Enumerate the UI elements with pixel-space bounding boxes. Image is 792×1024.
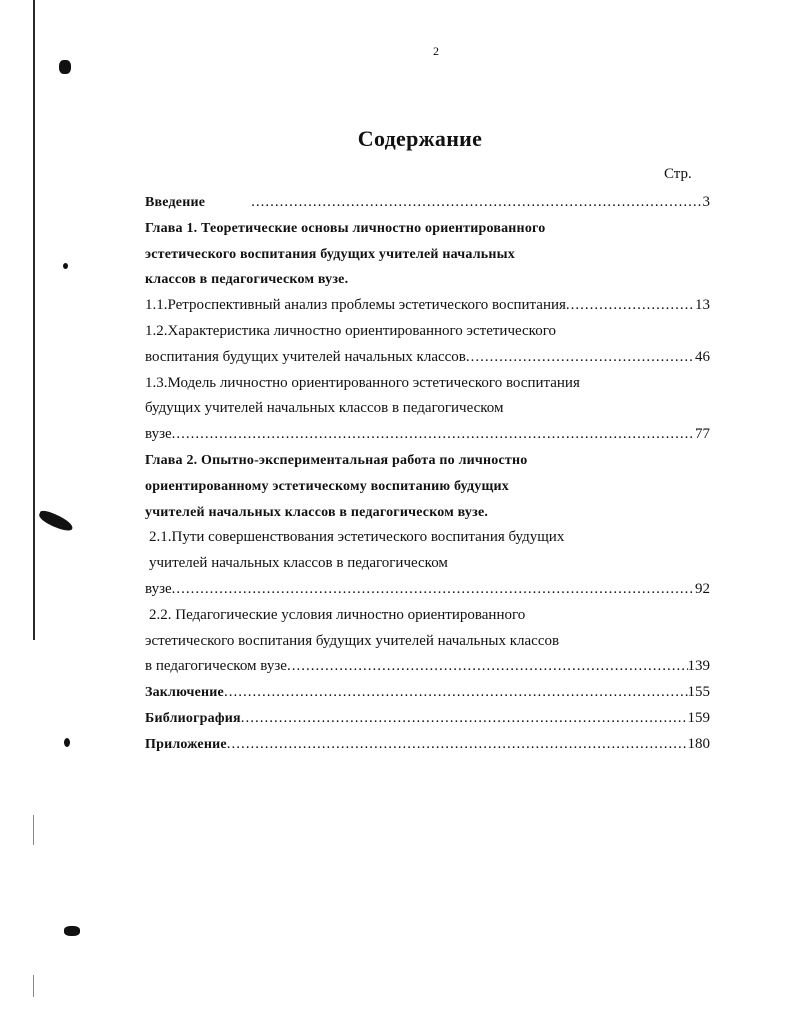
toc-leader-dots bbox=[566, 293, 695, 319]
page-number: 2 bbox=[433, 44, 439, 58]
toc-entry-label: учителей начальных классов в педагогическом bbox=[149, 555, 448, 572]
table-of-contents bbox=[145, 190, 710, 758]
toc-leader-dots bbox=[466, 345, 695, 371]
scan-edge-line-lower bbox=[33, 815, 34, 845]
toc-entry-label: эстетического воспитания будущих учителей начальных классов bbox=[145, 632, 560, 649]
toc-entry-label: вузе bbox=[145, 580, 172, 597]
toc-entry-conclusion bbox=[145, 680, 710, 706]
toc-leader-dots bbox=[172, 577, 695, 603]
toc-entry-appendix bbox=[145, 732, 710, 758]
toc-entry-intro bbox=[145, 190, 710, 216]
toc-leader-dots bbox=[287, 654, 688, 680]
toc-entry-2-1 bbox=[145, 577, 710, 603]
toc-entry-label: 2.2. Педагогические условия личностно ориентированного bbox=[149, 606, 526, 623]
toc-entry-1-3 bbox=[145, 422, 710, 448]
toc-chapter-heading: Глава 2. Опытно-экспериментальная работа по личностно bbox=[145, 452, 528, 468]
toc-entry-label: в педагогическом вузе bbox=[145, 658, 287, 675]
toc-page-number: 180 bbox=[687, 735, 710, 752]
toc-page-number: 77 bbox=[695, 426, 710, 443]
toc-chapter-heading: учителей начальных классов в педагогическом вузе. bbox=[145, 504, 489, 520]
toc-entry-2-2 bbox=[145, 654, 710, 680]
toc-chapter-heading: классов в педагогическом вузе. bbox=[145, 272, 349, 288]
toc-page-number: 139 bbox=[687, 658, 710, 675]
toc-page-number: 46 bbox=[695, 348, 710, 365]
toc-entry-label: будущих учителей начальных классов в педагогическом bbox=[145, 400, 504, 417]
toc-leader-dots bbox=[227, 732, 688, 758]
toc-leader-dots bbox=[205, 190, 702, 216]
toc-entry-1-1 bbox=[145, 293, 710, 319]
toc-entry-label: 2.1.Пути совершенствования эстетического воспитания будущих bbox=[149, 529, 565, 546]
toc-leader-dots bbox=[241, 706, 688, 732]
toc-page-number: 155 bbox=[687, 684, 710, 701]
scan-speck bbox=[59, 60, 71, 74]
toc-entry-label: 1.3.Модель личностно ориентированного эстетического воспитания bbox=[145, 374, 580, 391]
toc-entry-label: вузе bbox=[145, 426, 172, 443]
toc-chapter-heading: Глава 1. Теоретические основы личностно ориентированного bbox=[145, 220, 546, 236]
scan-speck bbox=[37, 509, 75, 534]
toc-entry-label: 1.1.Ретроспективный анализ проблемы эстетического воспитания bbox=[145, 297, 566, 314]
toc-entry-label: 1.2.Характеристика личностно ориентированного эстетического bbox=[145, 322, 556, 339]
page-title: Содержание bbox=[357, 126, 483, 151]
toc-page-number: 159 bbox=[687, 709, 710, 726]
toc-page-number: 92 bbox=[695, 580, 710, 597]
toc-entry-label: Приложение bbox=[145, 736, 227, 752]
toc-entry-label: Введение bbox=[145, 195, 206, 210]
toc-chapter-heading: эстетического воспитания будущих учителей начальных bbox=[145, 246, 515, 262]
toc-entry-label: Библиография bbox=[145, 710, 241, 726]
scan-edge-line-bottom bbox=[33, 975, 34, 997]
scan-speck bbox=[64, 738, 70, 747]
scan-speck bbox=[63, 263, 68, 269]
toc-entry-1-2 bbox=[145, 345, 710, 371]
scan-speck bbox=[64, 926, 80, 936]
toc-leader-dots bbox=[172, 422, 695, 448]
toc-entry-label: воспитания будущих учителей начальных классов bbox=[145, 348, 466, 365]
scan-edge-line bbox=[33, 0, 35, 640]
toc-chapter-heading: ориентированному эстетическому воспитанию будущих bbox=[145, 478, 509, 494]
toc-page-number: 3 bbox=[702, 194, 710, 210]
toc-page-number: 13 bbox=[695, 297, 710, 314]
toc-leader-dots bbox=[224, 680, 688, 706]
page-column-label: Стр. bbox=[664, 166, 692, 182]
toc-entry-label: Заключение bbox=[145, 685, 224, 701]
toc-entry-bibliography bbox=[145, 706, 710, 732]
